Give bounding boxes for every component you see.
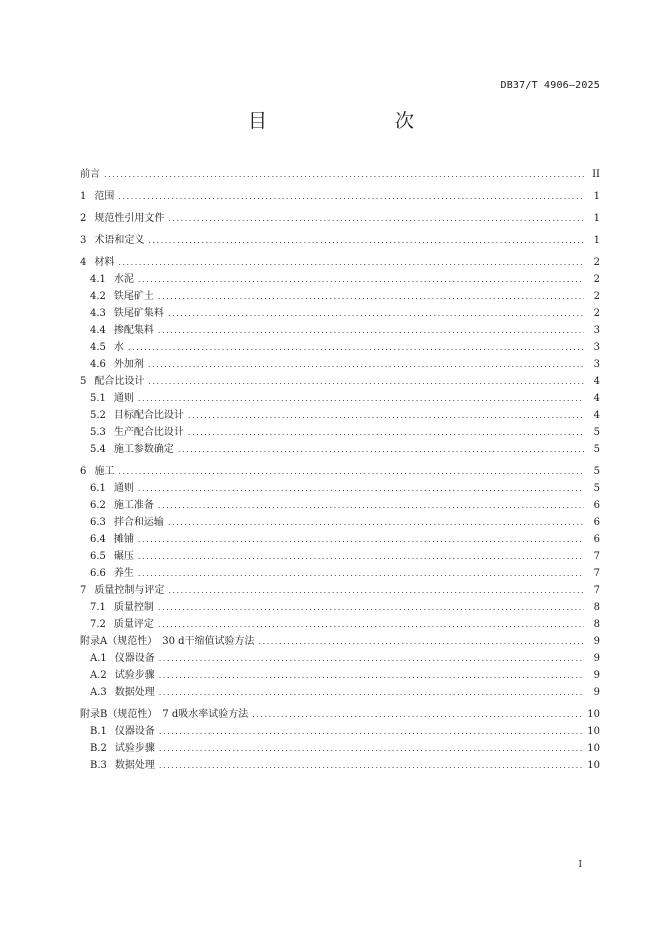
- dot-leader: [168, 210, 584, 227]
- toc-entry-title: [90, 514, 164, 531]
- toc-entry-label: 生产配合比设计: [113, 427, 184, 438]
- toc-entry-label: 质量评定: [113, 619, 154, 630]
- toc-entry-label: 试验步骤: [114, 670, 155, 681]
- toc-entry-number: B.3: [90, 760, 107, 771]
- toc-entry[interactable]: [80, 582, 600, 599]
- toc-page-number: 5: [593, 427, 600, 438]
- toc-entry-number: 5.4: [90, 444, 106, 455]
- dot-leader: [118, 463, 584, 480]
- toc-entry-title: [90, 356, 144, 373]
- toc-entry-label: 铁尾矿土: [113, 291, 154, 302]
- toc-page-number: 3: [593, 359, 600, 370]
- toc-entry-label: 碾压: [113, 551, 134, 562]
- toc-page-number: 7: [593, 585, 600, 596]
- toc-entry-title: [90, 616, 154, 633]
- toc-page-number: 6: [593, 534, 600, 545]
- toc-page-number: 9: [593, 670, 600, 681]
- toc-entry-number: 4: [80, 257, 87, 268]
- toc-entry-number: 5.2: [90, 410, 106, 421]
- toc-entry-title: [80, 463, 114, 480]
- toc-entry-label: 试验步骤: [114, 743, 155, 754]
- toc-entry-label: 前言: [80, 169, 100, 180]
- toc-entry-label: 通则: [113, 483, 134, 494]
- toc-entry-number: 5.3: [90, 427, 106, 438]
- toc-entry[interactable]: [80, 599, 600, 616]
- dot-leader: [168, 305, 584, 322]
- dot-leader: [168, 582, 584, 599]
- toc-page-number: 8: [593, 602, 600, 613]
- toc-page-number: 1: [593, 235, 600, 246]
- toc-entry-number: 4.5: [90, 342, 106, 353]
- toc-entry-title: [90, 441, 174, 458]
- dot-leader: [148, 232, 584, 249]
- dot-leader: [188, 407, 584, 424]
- toc-entry[interactable]: [80, 548, 600, 565]
- toc-page-number: 9: [593, 653, 600, 664]
- toc-page-number: 7: [593, 551, 600, 562]
- toc-entry-label: 外加剂: [113, 359, 144, 370]
- toc-page-number: 10: [587, 709, 600, 720]
- toc-entry-label: 水: [113, 342, 124, 353]
- toc-page-number: 4: [593, 393, 600, 404]
- toc-entry-title: [90, 305, 164, 322]
- toc-entry-number: 6.1: [90, 483, 106, 494]
- toc-entry-number: 7.1: [90, 602, 106, 613]
- toc-entry-label: 掺配集料: [113, 325, 154, 336]
- dot-leader: [188, 424, 584, 441]
- toc-entry-label: 养生: [113, 568, 134, 579]
- dot-leader: [159, 757, 583, 774]
- dot-leader: [118, 188, 584, 205]
- toc-page-number: 8: [593, 619, 600, 630]
- toc-entry-label: 摊铺: [113, 534, 134, 545]
- toc-entry-title: [90, 667, 155, 684]
- toc-entry-number: 3: [80, 235, 87, 246]
- toc-page-number: 10: [587, 760, 600, 771]
- toc-entry-number: 7.2: [90, 619, 106, 630]
- toc-page-number: 1: [593, 213, 600, 224]
- toc-entry-label: 施工: [94, 466, 115, 477]
- dot-leader: [159, 723, 583, 740]
- dot-leader: [158, 322, 584, 339]
- toc-page-number: 9: [593, 636, 600, 647]
- toc-entry[interactable]: [80, 232, 600, 249]
- toc-entry[interactable]: [80, 650, 600, 667]
- toc-page-number: 9: [593, 687, 600, 698]
- toc-page-number: 2: [593, 257, 600, 268]
- toc-entry-title: [90, 390, 134, 407]
- dot-leader: [159, 684, 584, 701]
- toc-entry-title: [90, 322, 154, 339]
- toc-entry-number: A.1: [90, 653, 107, 664]
- toc-entry-number: A.3: [90, 687, 107, 698]
- toc-entry-title: [80, 210, 164, 227]
- toc-entry-title: [80, 166, 100, 183]
- toc-page-number: 4: [593, 376, 600, 387]
- toc-page-number: 2: [593, 291, 600, 302]
- toc-entry-label: 施工参数确定: [113, 444, 174, 455]
- toc-entry-title: [90, 288, 154, 305]
- toc-entry[interactable]: [80, 757, 600, 774]
- toc-entry-number: 4.2: [90, 291, 106, 302]
- toc-entry[interactable]: [80, 305, 600, 322]
- toc-entry-label: 配合比设计: [94, 376, 145, 387]
- toc-entry[interactable]: [80, 210, 600, 227]
- dot-leader: [168, 514, 584, 531]
- toc-entry-number: 6.3: [90, 517, 106, 528]
- toc-entry-number: 5.1: [90, 393, 106, 404]
- dot-leader: [128, 339, 584, 356]
- toc-entry[interactable]: [80, 166, 600, 183]
- toc-entry-label: 仪器设备: [114, 653, 155, 664]
- toc-entry-number: 7: [80, 585, 87, 596]
- toc-entry-title: [90, 271, 134, 288]
- toc-entry-number: A.2: [90, 670, 107, 681]
- toc-entry-label: 术语和定义: [94, 235, 145, 246]
- toc-entry[interactable]: [80, 633, 600, 650]
- toc-entry[interactable]: [80, 390, 600, 407]
- dot-leader: [138, 390, 584, 407]
- toc-entry-title: [90, 497, 154, 514]
- toc-page-number: 5: [593, 466, 600, 477]
- toc-page-number: 4: [593, 410, 600, 421]
- toc-entry[interactable]: [80, 424, 600, 441]
- dot-leader: [159, 650, 584, 667]
- toc-entry[interactable]: [80, 531, 600, 548]
- toc-entry[interactable]: [80, 706, 600, 723]
- toc-entry-title: [80, 232, 144, 249]
- toc-entry-title: [90, 650, 155, 667]
- dot-leader: [178, 441, 584, 458]
- toc-entry-number: 4.6: [90, 359, 106, 370]
- dot-leader: [138, 531, 584, 548]
- toc-entry[interactable]: [80, 723, 600, 740]
- toc-page-number: 6: [593, 517, 600, 528]
- toc-entry-label: 范围: [94, 191, 115, 202]
- toc-entry-title: [80, 633, 255, 650]
- toc-entry-number: 6: [80, 466, 87, 477]
- toc-entry-number: B.2: [90, 743, 107, 754]
- dot-leader: [159, 667, 584, 684]
- toc-entry-number: 2: [80, 213, 87, 224]
- toc-page-number: 5: [593, 483, 600, 494]
- toc-entry-label: 规范性引用文件: [94, 213, 165, 224]
- toc-page-number: 10: [587, 726, 600, 737]
- toc-entry-number: 6.5: [90, 551, 106, 562]
- toc-entry-label: 通则: [113, 393, 134, 404]
- toc-entry-title: [80, 706, 248, 723]
- toc-entry[interactable]: [80, 684, 600, 701]
- dot-leader: [104, 166, 584, 183]
- toc-entry[interactable]: [80, 441, 600, 458]
- toc-entry-title: [90, 757, 155, 774]
- toc-page-number: 2: [593, 308, 600, 319]
- toc-entry[interactable]: [80, 463, 600, 480]
- toc-page-number: 3: [593, 325, 600, 336]
- toc-entry[interactable]: [80, 188, 600, 205]
- dot-leader: [148, 373, 584, 390]
- toc-entry-number: 6.4: [90, 534, 106, 545]
- toc-entry-number: 1: [80, 191, 87, 202]
- toc-entry-label: 质量控制与评定: [94, 585, 165, 596]
- toc-entry-label: 水泥: [113, 274, 134, 285]
- toc-entry-title: [80, 188, 114, 205]
- dot-leader: [158, 599, 584, 616]
- toc-entry[interactable]: [80, 497, 600, 514]
- toc-entry-number: 6.2: [90, 500, 106, 511]
- toc-entry[interactable]: [80, 373, 600, 390]
- toc-entry-number: 4.3: [90, 308, 106, 319]
- toc-entry[interactable]: [80, 271, 600, 288]
- toc-entry-title: [90, 407, 184, 424]
- toc-entry-title: [80, 373, 144, 390]
- dot-leader: [158, 288, 584, 305]
- toc-entry-number: 6.6: [90, 568, 106, 579]
- toc-entry-title: [90, 480, 134, 497]
- toc-entry-title: [90, 339, 124, 356]
- toc-entry-title: [90, 723, 155, 740]
- toc-page-number: II: [592, 169, 600, 180]
- toc-entry[interactable]: [80, 740, 600, 757]
- toc-entry-label: 附录B（规范性） 7 d吸水率试验方法: [80, 709, 249, 720]
- dot-leader: [148, 356, 584, 373]
- toc-entry[interactable]: [80, 565, 600, 582]
- toc-entry-label: 质量控制: [113, 602, 154, 613]
- dot-leader: [138, 565, 584, 582]
- toc-entry-title: [80, 254, 114, 271]
- toc-entry-label: 铁尾矿集料: [113, 308, 164, 319]
- toc-entry-title: [80, 582, 164, 599]
- toc-page-number: 3: [593, 342, 600, 353]
- dot-leader: [118, 254, 584, 271]
- toc-page-number: 5: [593, 444, 600, 455]
- dot-leader: [138, 548, 584, 565]
- toc-entry-title: [90, 684, 155, 701]
- table-of-contents: [80, 166, 600, 774]
- toc-page-number: 2: [593, 274, 600, 285]
- toc-entry-title: [90, 548, 134, 565]
- toc-page-number: 6: [593, 500, 600, 511]
- toc-page-number: 1: [593, 191, 600, 202]
- toc-entry[interactable]: [80, 616, 600, 633]
- dot-leader: [159, 740, 583, 757]
- page-number: I: [578, 860, 582, 870]
- toc-entry-number: 4.4: [90, 325, 106, 336]
- dot-leader: [158, 616, 584, 633]
- toc-entry-label: 目标配合比设计: [113, 410, 184, 421]
- toc-entry[interactable]: [80, 480, 600, 497]
- toc-entry-title: [90, 424, 184, 441]
- dot-leader: [138, 480, 584, 497]
- document-code: DB37/T 4906—2025: [500, 80, 600, 91]
- toc-entry-title: [90, 599, 154, 616]
- toc-entry-label: 拌合和运输: [113, 517, 164, 528]
- toc-entry-number: 5: [80, 376, 87, 387]
- toc-entry[interactable]: [80, 339, 600, 356]
- toc-entry[interactable]: [80, 288, 600, 305]
- toc-entry-number: B.1: [90, 726, 107, 737]
- toc-entry[interactable]: [80, 322, 600, 339]
- toc-entry-label: 附录A（规范性） 30 d干缩值试验方法: [80, 636, 255, 647]
- dot-leader: [158, 497, 584, 514]
- dot-leader: [138, 271, 584, 288]
- toc-entry-label: 数据处理: [114, 760, 155, 771]
- toc-entry-title: [90, 531, 134, 548]
- dot-leader: [252, 706, 583, 723]
- toc-entry-label: 施工准备: [113, 500, 154, 511]
- toc-entry-label: 仪器设备: [114, 726, 155, 737]
- toc-page-number: 7: [593, 568, 600, 579]
- dot-leader: [259, 633, 584, 650]
- toc-entry-label: 材料: [94, 257, 115, 268]
- toc-entry[interactable]: [80, 356, 600, 373]
- toc-entry-title: [90, 740, 155, 757]
- toc-entry-title: [90, 565, 134, 582]
- toc-entry[interactable]: [80, 254, 600, 271]
- toc-entry[interactable]: [80, 514, 600, 531]
- toc-entry-number: 4.1: [90, 274, 106, 285]
- page-title: 目 次: [247, 110, 444, 132]
- toc-entry-label: 数据处理: [114, 687, 155, 698]
- toc-entry[interactable]: [80, 667, 600, 684]
- toc-entry[interactable]: [80, 407, 600, 424]
- toc-page-number: 10: [587, 743, 600, 754]
